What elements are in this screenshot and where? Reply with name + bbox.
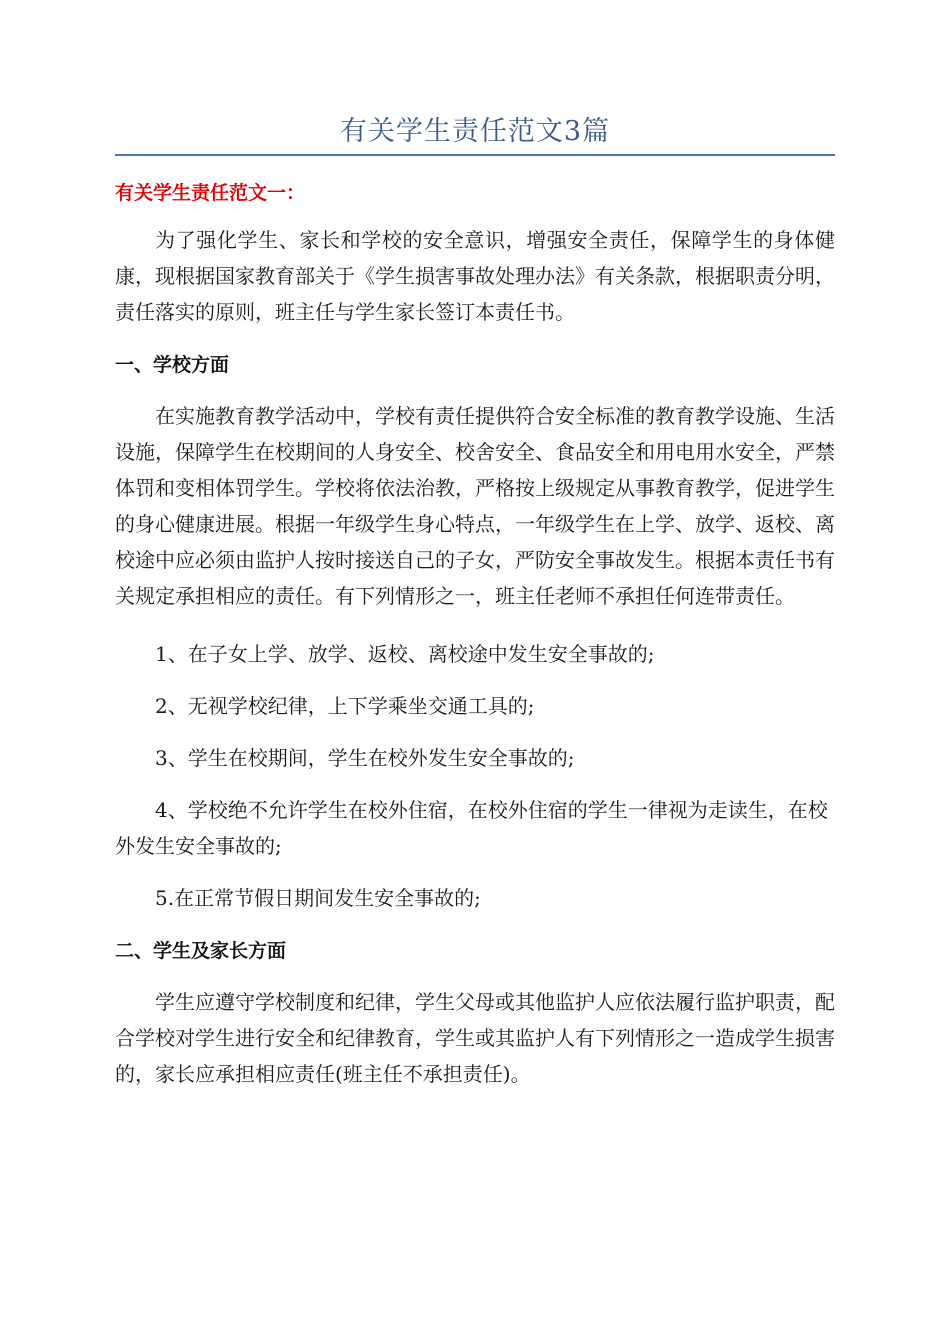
school-list-item: 5.在正常节假日期间发生安全事故的; (155, 886, 481, 910)
document-title: 有关学生责任范文3篇 (339, 116, 611, 147)
school-section-heading: 一、学校方面 (115, 354, 230, 376)
school-paragraph: 在实施教育教学活动中，学校有责任提供符合安全标准的教育教学设施、生活设施，保障学生在校期间的人身安全、校舍安全、食品安全和用电用水安全，严禁体罚和变相体罚学生。学校将依法治教，严格按上级规定从事教育教学，促进学生的身心健康进展。根据一年级学生身心特点，一年级学生在上学、放学、返校、离校途中应必须由监护人按时接送自己的子女，严防安全事故发生。根据本责任书有关规定承担相应的责任。有下列情形之一，班主任老师不承担任何连带责任。 (115, 404, 835, 608)
school-list-item: 3、学生在校期间，学生在校外发生安全事故的; (155, 746, 575, 770)
document-body (115, 178, 835, 1092)
school-list-item: 1、在子女上学、放学、返校、离校途中发生安全事故的; (155, 642, 655, 666)
parent-section-heading: 二、学生及家长方面 (115, 940, 287, 962)
title-underline (115, 154, 835, 156)
parent-paragraph: 学生应遵守学校制度和纪律，学生父母或其他监护人应依法履行监护职责，配合学校对学生进行安全和纪律教育，学生或其监护人有下列情形之一造成学生损害的，家长应承担相应责任(班主任不承担责任)。 (115, 990, 835, 1086)
intro-paragraph: 为了强化学生、家长和学校的安全意识，增强安全责任，保障学生的身体健康，现根据国家教育部关于《学生损害事故处理办法》有关条款，根据职责分明，责任落实的原则，班主任与学生家长签订本责任书。 (115, 228, 835, 324)
school-list-item: 4、学校绝不允许学生在校外住宿，在校外住宿的学生一律视为走读生，在校外发生安全事故的; (115, 798, 828, 858)
school-list-item: 2、无视学校纪律，上下学乘坐交通工具的; (155, 694, 535, 718)
intro-heading: 有关学生责任范文一： (115, 182, 306, 204)
